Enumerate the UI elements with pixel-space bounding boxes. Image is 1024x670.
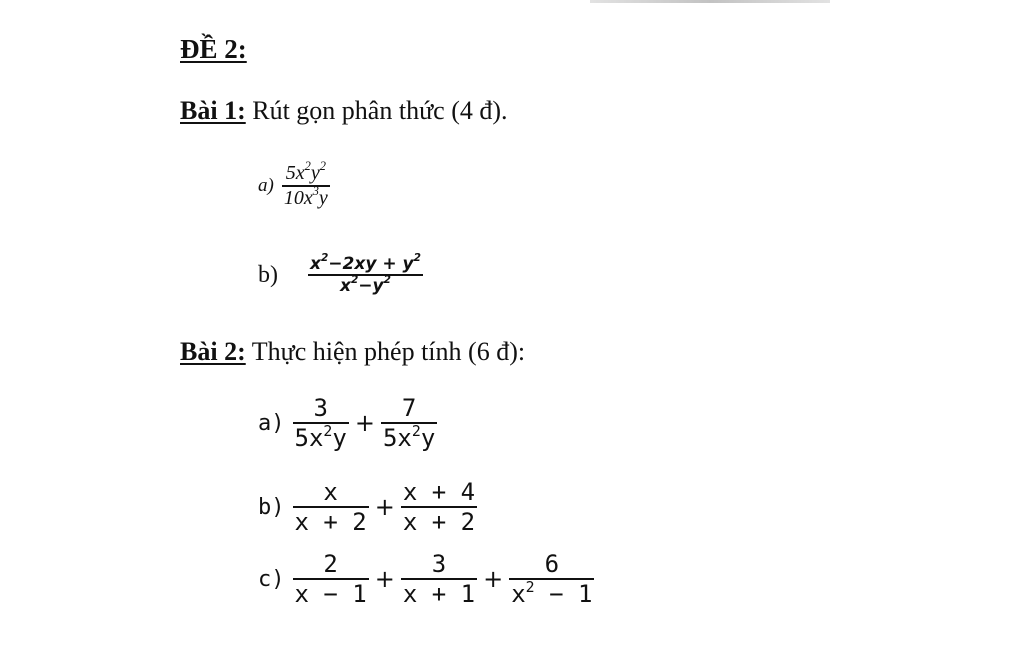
- section-2-title: [180, 337, 525, 367]
- fraction-denominator: $10x^3y$: [283, 183, 328, 209]
- fraction: [381, 394, 437, 452]
- section-1-item-a: [258, 159, 330, 210]
- item-label: a): [258, 410, 285, 436]
- exam-heading: ĐỀ 2:: [180, 34, 247, 64]
- section-1-text: Rút gọn phân thức (4 đ).: [245, 96, 508, 125]
- item-label: b): [258, 494, 285, 520]
- fraction-denominator: x + 2: [294, 508, 367, 536]
- section-2-item-c: [258, 550, 594, 608]
- fraction-numerator: x + 4: [402, 478, 476, 506]
- section-1-title: [180, 96, 508, 126]
- section-1-label: Bài 1:: [180, 96, 246, 125]
- fraction-denominator: x + 2: [402, 508, 476, 536]
- section-2-item-b: [258, 478, 477, 536]
- fraction: [401, 550, 477, 608]
- fraction-numerator: $5x^2y^2$: [285, 159, 326, 184]
- fraction-numerator: 2: [323, 550, 338, 578]
- fraction: [509, 550, 594, 608]
- section-1-item-b: [258, 254, 423, 296]
- item-label: b): [258, 261, 278, 288]
- section-2-text: Thực hiện phép tính (6 đ):: [245, 337, 526, 366]
- plus-operator: +: [374, 493, 395, 521]
- fraction: [293, 550, 369, 608]
- fraction-numerator: x: [323, 478, 338, 506]
- fraction-numerator: 3: [313, 394, 328, 422]
- fraction: [282, 159, 330, 210]
- fraction-denominator: x + 1: [402, 580, 476, 608]
- plus-operator: +: [354, 409, 375, 437]
- plus-operator: +: [374, 565, 395, 593]
- fraction-denominator: x − 1: [294, 580, 367, 608]
- item-label: a): [258, 174, 274, 196]
- item-label: c): [258, 566, 285, 592]
- fraction-denominator: $5x^2y$: [294, 421, 347, 452]
- fraction: [308, 254, 423, 296]
- fraction-numerator: 6: [544, 550, 560, 578]
- fraction-denominator: $5x^2y$: [382, 421, 436, 452]
- fraction-numerator: 3: [431, 550, 447, 578]
- fraction-numerator: $x^2-2xy + y^2$: [310, 252, 421, 274]
- plus-operator: +: [483, 565, 504, 593]
- fraction: [293, 394, 349, 452]
- fraction-denominator: $x^2-y^2$: [339, 274, 391, 296]
- fraction-denominator: $x^2 - 1$: [511, 577, 593, 608]
- fraction-numerator: 7: [401, 394, 417, 422]
- top-edge-smudge: [590, 0, 830, 3]
- fraction: [401, 478, 477, 536]
- section-2-label: Bài 2:: [180, 337, 246, 366]
- fraction: [293, 478, 369, 536]
- section-2-item-a: [258, 394, 437, 452]
